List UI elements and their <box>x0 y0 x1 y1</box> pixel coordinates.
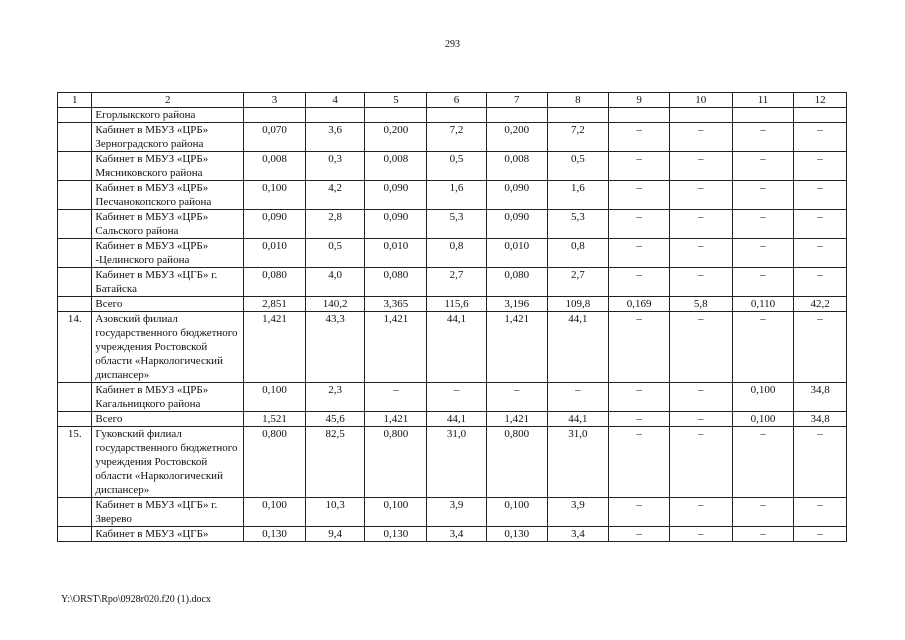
value-cell: 1,421 <box>365 412 427 427</box>
value-cell: – <box>609 312 670 383</box>
value-cell: – <box>669 383 732 412</box>
value-cell: 115,6 <box>427 297 487 312</box>
value-cell: 1,6 <box>547 181 609 210</box>
value-cell: 140,2 <box>305 297 365 312</box>
value-cell: 0,080 <box>486 268 547 297</box>
value-cell: – <box>609 210 670 239</box>
value-cell: 1,521 <box>244 412 306 427</box>
value-cell: – <box>669 239 732 268</box>
value-cell: 2,3 <box>305 383 365 412</box>
value-cell: 0,800 <box>486 427 547 498</box>
value-cell: 2,7 <box>427 268 487 297</box>
value-cell: 0,090 <box>365 210 427 239</box>
column-number-5: 5 <box>365 93 427 108</box>
value-cell: 3,4 <box>547 527 609 542</box>
value-cell: – <box>732 152 794 181</box>
value-cell <box>732 108 794 123</box>
value-cell: 5,3 <box>427 210 487 239</box>
value-cell: – <box>732 123 794 152</box>
value-cell: 0,008 <box>486 152 547 181</box>
file-path-footer: Y:\ORST\Rpo\0928r020.f20 (1).docx <box>61 594 211 605</box>
value-cell: – <box>732 239 794 268</box>
column-number-6: 6 <box>427 93 487 108</box>
value-cell: – <box>609 498 670 527</box>
value-cell: – <box>669 498 732 527</box>
value-cell: – <box>669 268 732 297</box>
value-cell: 9,4 <box>305 527 365 542</box>
row-number-cell <box>58 210 92 239</box>
table-row <box>58 297 847 312</box>
value-cell: – <box>732 527 794 542</box>
value-cell: 0,090 <box>486 181 547 210</box>
value-cell: 0,010 <box>365 239 427 268</box>
value-cell: 0,008 <box>244 152 306 181</box>
value-cell: – <box>669 152 732 181</box>
value-cell <box>244 108 306 123</box>
value-cell: 31,0 <box>547 427 609 498</box>
value-cell: 0,169 <box>609 297 670 312</box>
institution-name-cell: Азовский филиал государственного бюджетного учреждения Ростовской области «Наркологический диспансер» <box>92 312 244 383</box>
value-cell: 0,8 <box>547 239 609 268</box>
column-number-9: 9 <box>609 93 670 108</box>
value-cell: – <box>794 239 847 268</box>
page-number: 293 <box>445 39 460 50</box>
value-cell: 34,8 <box>794 412 847 427</box>
institution-name-cell: Кабинет в МБУЗ «ЦРБ» Мясниковского района <box>92 152 244 181</box>
table-row <box>58 152 847 181</box>
value-cell <box>609 108 670 123</box>
row-number-cell: 15. <box>58 427 92 498</box>
institution-name-cell: Всего <box>92 412 244 427</box>
value-cell: – <box>547 383 609 412</box>
value-cell <box>305 108 365 123</box>
value-cell: 1,421 <box>365 312 427 383</box>
value-cell: – <box>669 412 732 427</box>
value-cell: 44,1 <box>547 312 609 383</box>
column-number-4: 4 <box>305 93 365 108</box>
value-cell: 2,7 <box>547 268 609 297</box>
column-number-12: 12 <box>794 93 847 108</box>
value-cell: – <box>794 268 847 297</box>
value-cell: – <box>732 210 794 239</box>
value-cell: – <box>486 383 547 412</box>
value-cell: 0,800 <box>365 427 427 498</box>
value-cell <box>486 108 547 123</box>
table-row <box>58 108 847 123</box>
value-cell: 0,100 <box>244 181 306 210</box>
value-cell <box>547 108 609 123</box>
value-cell: – <box>794 152 847 181</box>
value-cell: 44,1 <box>427 312 487 383</box>
column-number-8: 8 <box>547 93 609 108</box>
institution-name-cell: Кабинет в МБУЗ «ЦРБ» Песчанокопского района <box>92 181 244 210</box>
value-cell: 0,130 <box>486 527 547 542</box>
value-cell: – <box>609 123 670 152</box>
value-cell: 0,3 <box>305 152 365 181</box>
value-cell: – <box>794 312 847 383</box>
value-cell: 0,090 <box>486 210 547 239</box>
value-cell: 7,2 <box>427 123 487 152</box>
value-cell: – <box>427 383 487 412</box>
value-cell: 0,070 <box>244 123 306 152</box>
value-cell: – <box>794 181 847 210</box>
institution-name-cell: Кабинет в МБУЗ «ЦГБ» г. Батайска <box>92 268 244 297</box>
table-row <box>58 181 847 210</box>
value-cell <box>669 108 732 123</box>
value-cell: 0,800 <box>244 427 306 498</box>
value-cell: 0,010 <box>244 239 306 268</box>
value-cell: 4,2 <box>305 181 365 210</box>
value-cell: – <box>732 427 794 498</box>
value-cell: – <box>609 427 670 498</box>
value-cell: – <box>732 498 794 527</box>
row-number-cell <box>58 108 92 123</box>
value-cell: 0,010 <box>486 239 547 268</box>
value-cell: – <box>794 427 847 498</box>
institution-name-cell: Егорлыкского района <box>92 108 244 123</box>
table-row <box>58 427 847 498</box>
row-number-cell <box>58 412 92 427</box>
value-cell: – <box>669 312 732 383</box>
value-cell: 0,100 <box>244 498 306 527</box>
value-cell: 3,9 <box>427 498 487 527</box>
column-number-1: 1 <box>58 93 92 108</box>
row-number-cell <box>58 383 92 412</box>
value-cell: 0,080 <box>365 268 427 297</box>
column-number-2: 2 <box>92 93 244 108</box>
value-cell: 5,3 <box>547 210 609 239</box>
value-cell: 34,8 <box>794 383 847 412</box>
row-number-cell <box>58 268 92 297</box>
value-cell: 43,3 <box>305 312 365 383</box>
institution-name-cell: Кабинет в МБУЗ «ЦРБ» -Целинского района <box>92 239 244 268</box>
value-cell: 1,421 <box>486 312 547 383</box>
column-number-7: 7 <box>486 93 547 108</box>
table-row <box>58 383 847 412</box>
table-row <box>58 312 847 383</box>
value-cell: 0,080 <box>244 268 306 297</box>
table-row <box>58 210 847 239</box>
row-number-cell <box>58 239 92 268</box>
value-cell: 1,6 <box>427 181 487 210</box>
value-cell: 0,5 <box>305 239 365 268</box>
value-cell: 1,421 <box>244 312 306 383</box>
value-cell: – <box>669 123 732 152</box>
value-cell: – <box>609 412 670 427</box>
row-number-cell <box>58 498 92 527</box>
value-cell: 0,090 <box>365 181 427 210</box>
value-cell: 2,8 <box>305 210 365 239</box>
value-cell: 7,2 <box>547 123 609 152</box>
row-number-cell <box>58 297 92 312</box>
row-number-cell <box>58 152 92 181</box>
value-cell: – <box>732 181 794 210</box>
value-cell: 0,200 <box>486 123 547 152</box>
row-number-cell: 14. <box>58 312 92 383</box>
institution-name-cell: Кабинет в МБУЗ «ЦРБ» Кагальницкого района <box>92 383 244 412</box>
value-cell: 0,110 <box>732 297 794 312</box>
institution-name-cell: Кабинет в МБУЗ «ЦРБ» Зерноградского района <box>92 123 244 152</box>
value-cell: 2,851 <box>244 297 306 312</box>
value-cell <box>794 108 847 123</box>
value-cell: 0,100 <box>732 412 794 427</box>
value-cell: 109,8 <box>547 297 609 312</box>
value-cell: – <box>609 383 670 412</box>
value-cell: – <box>794 527 847 542</box>
institution-name-cell: Гуковский филиал государственного бюджетного учреждения Ростовской области «Наркологический диспансер» <box>92 427 244 498</box>
value-cell: 3,196 <box>486 297 547 312</box>
value-cell: – <box>609 181 670 210</box>
value-cell: 1,421 <box>486 412 547 427</box>
value-cell: 0,100 <box>244 383 306 412</box>
value-cell: 10,3 <box>305 498 365 527</box>
column-number-11: 11 <box>732 93 794 108</box>
value-cell: – <box>669 210 732 239</box>
value-cell: – <box>609 239 670 268</box>
row-number-cell <box>58 181 92 210</box>
value-cell: 3,4 <box>427 527 487 542</box>
table-row <box>58 123 847 152</box>
column-number-3: 3 <box>244 93 306 108</box>
table-header-row <box>58 93 847 108</box>
row-number-cell <box>58 527 92 542</box>
value-cell: 0,8 <box>427 239 487 268</box>
value-cell: – <box>732 312 794 383</box>
value-cell: 82,5 <box>305 427 365 498</box>
value-cell: – <box>794 123 847 152</box>
value-cell: 44,1 <box>427 412 487 427</box>
table-row <box>58 268 847 297</box>
table-row <box>58 498 847 527</box>
table-row <box>58 527 847 542</box>
institution-name-cell: Кабинет в МБУЗ «ЦГБ» <box>92 527 244 542</box>
table-row <box>58 412 847 427</box>
value-cell: – <box>609 152 670 181</box>
value-cell: – <box>609 527 670 542</box>
value-cell <box>365 108 427 123</box>
institution-name-cell: Кабинет в МБУЗ «ЦГБ» г. Зверево <box>92 498 244 527</box>
value-cell: 31,0 <box>427 427 487 498</box>
institution-name-cell: Кабинет в МБУЗ «ЦРБ» Сальского района <box>92 210 244 239</box>
value-cell: 3,365 <box>365 297 427 312</box>
value-cell: 44,1 <box>547 412 609 427</box>
value-cell: – <box>365 383 427 412</box>
value-cell: 0,090 <box>244 210 306 239</box>
value-cell: 0,100 <box>365 498 427 527</box>
value-cell <box>427 108 487 123</box>
row-number-cell <box>58 123 92 152</box>
institution-name-cell: Всего <box>92 297 244 312</box>
value-cell: 42,2 <box>794 297 847 312</box>
value-cell: – <box>732 268 794 297</box>
value-cell: – <box>669 527 732 542</box>
value-cell: – <box>794 210 847 239</box>
value-cell: 0,5 <box>547 152 609 181</box>
value-cell: 0,008 <box>365 152 427 181</box>
value-cell: – <box>669 427 732 498</box>
value-cell: – <box>669 181 732 210</box>
column-number-10: 10 <box>669 93 732 108</box>
value-cell: 0,130 <box>365 527 427 542</box>
value-cell: 4,0 <box>305 268 365 297</box>
value-cell: – <box>794 498 847 527</box>
value-cell: – <box>609 268 670 297</box>
value-cell: 3,9 <box>547 498 609 527</box>
value-cell: 0,5 <box>427 152 487 181</box>
data-table <box>57 92 847 542</box>
value-cell: 45,6 <box>305 412 365 427</box>
value-cell: 0,100 <box>486 498 547 527</box>
table-row <box>58 239 847 268</box>
value-cell: 5,8 <box>669 297 732 312</box>
value-cell: 0,200 <box>365 123 427 152</box>
value-cell: 0,130 <box>244 527 306 542</box>
value-cell: 0,100 <box>732 383 794 412</box>
value-cell: 3,6 <box>305 123 365 152</box>
